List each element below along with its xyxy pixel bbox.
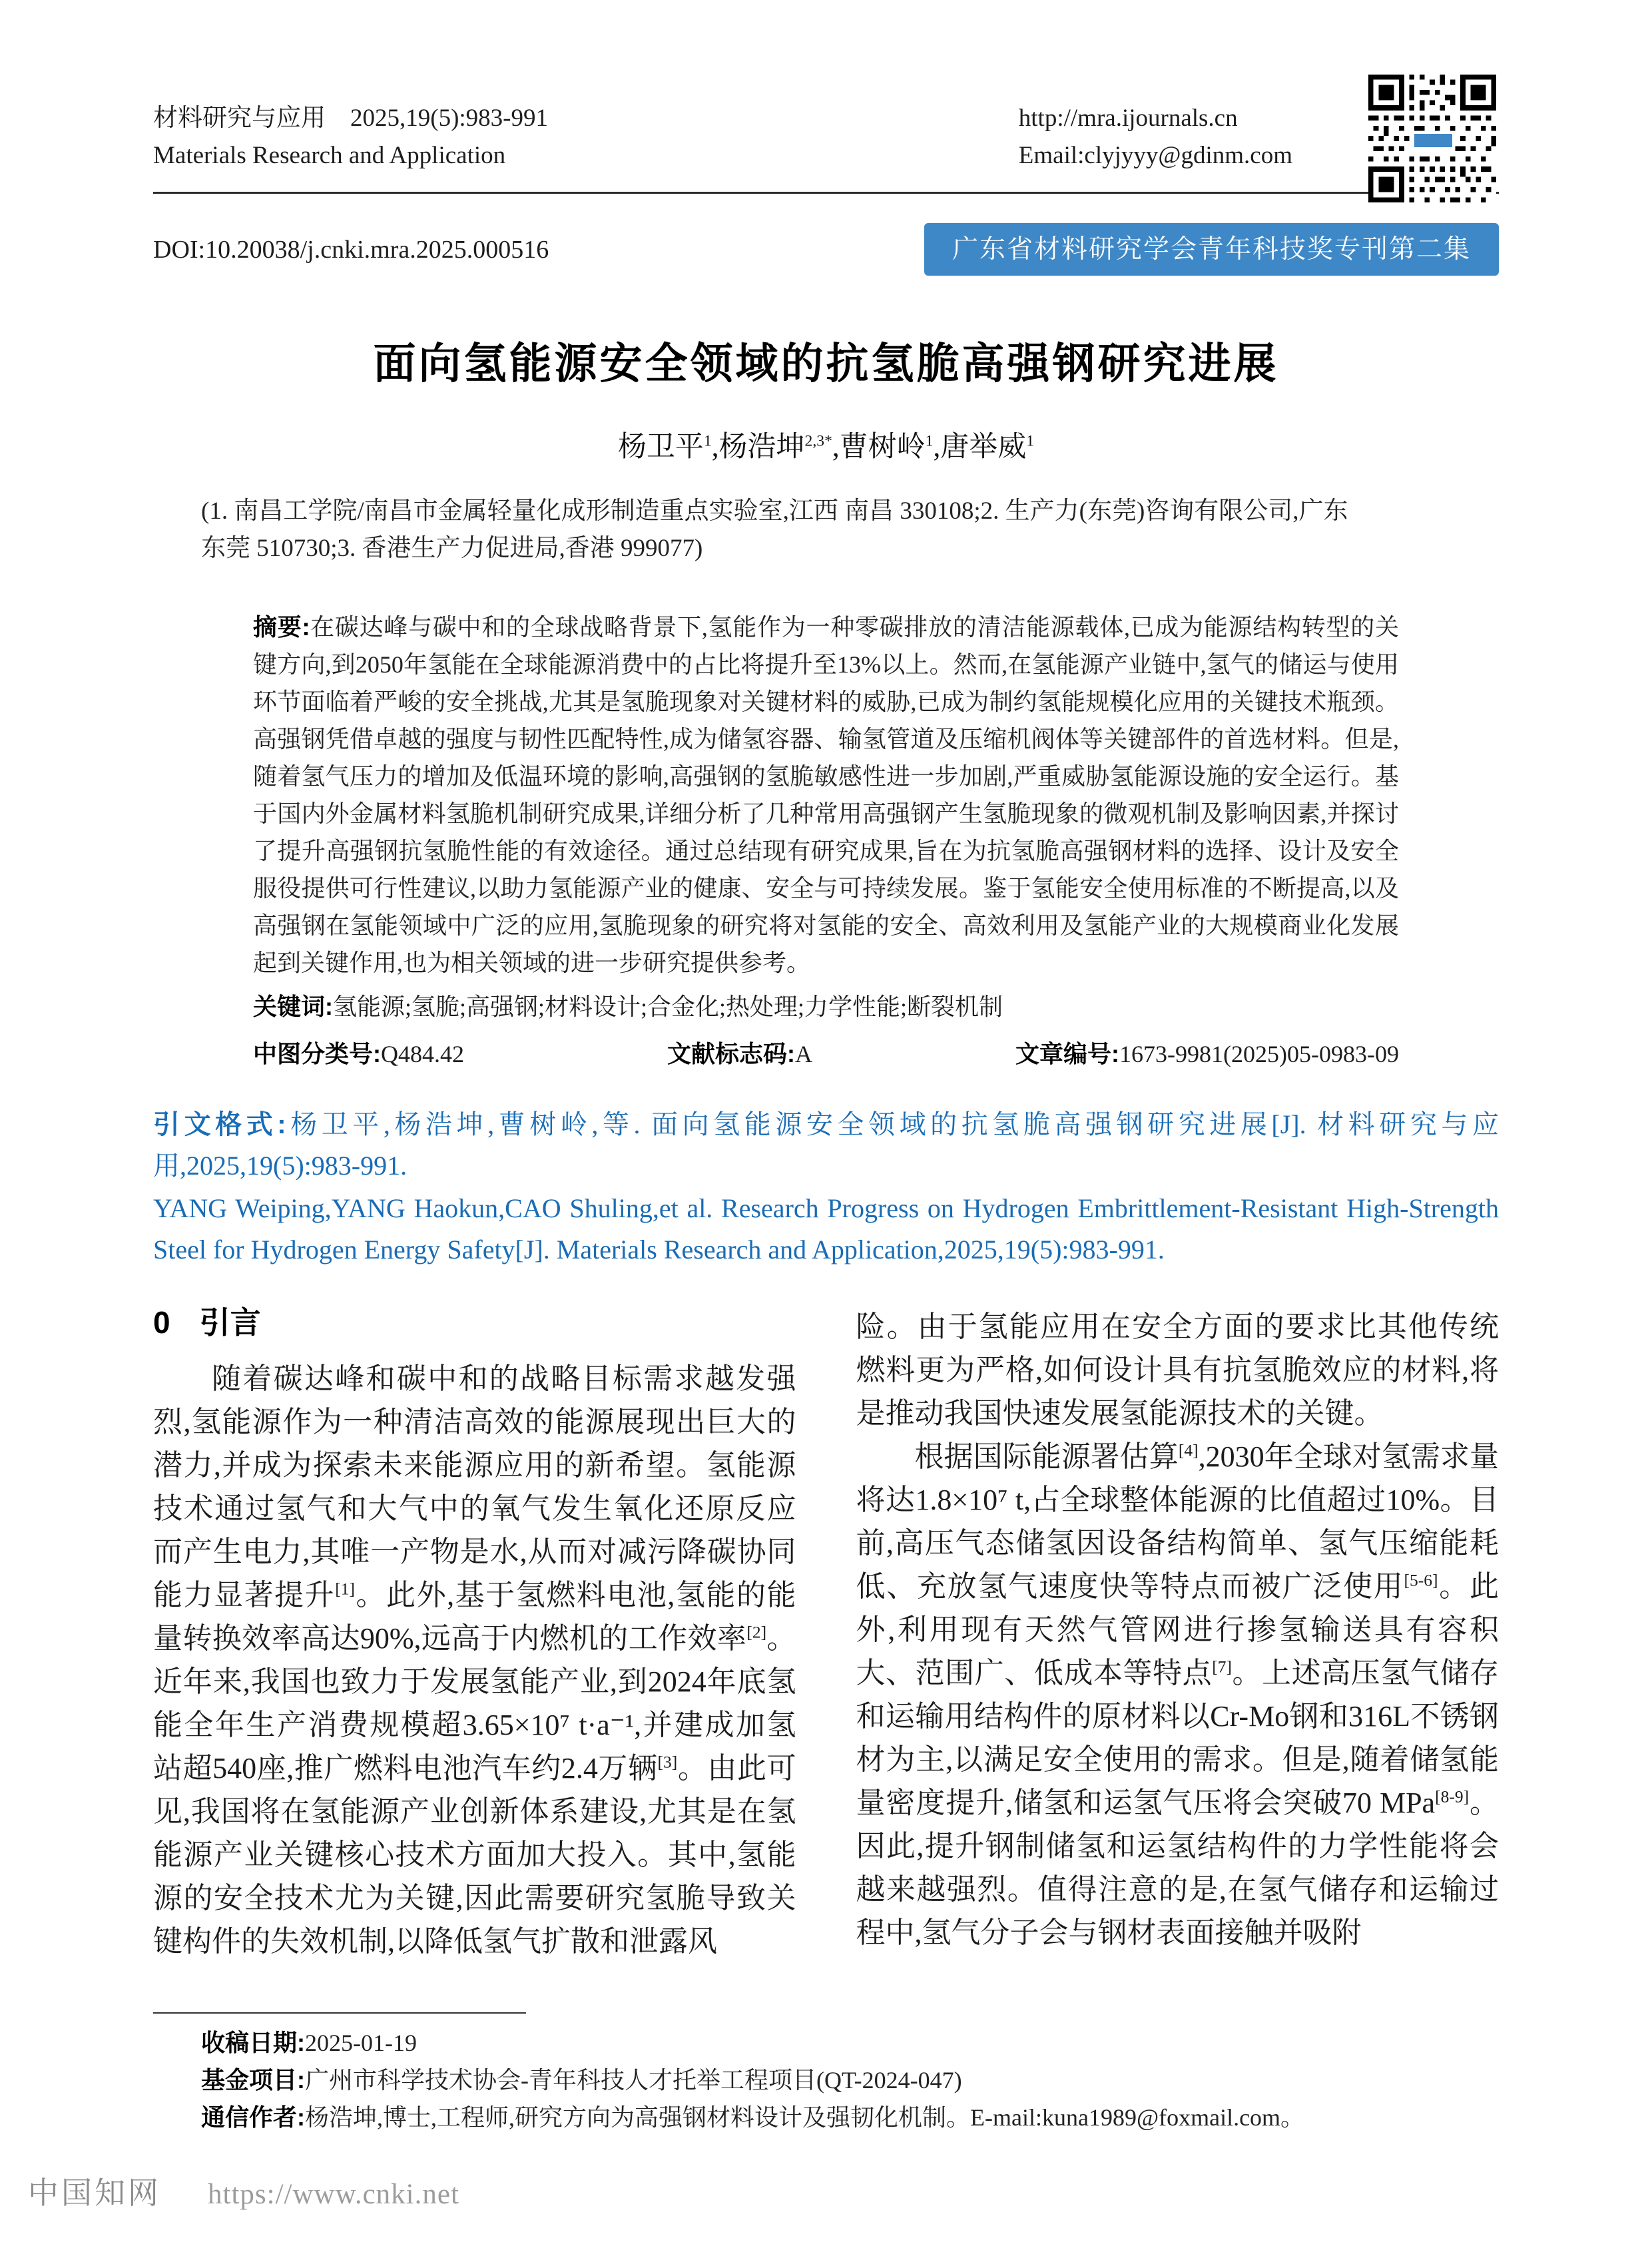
cnki-url[interactable]: https://www.cnki.net [208, 2179, 459, 2210]
body-column-left [153, 1305, 796, 1963]
clc-label: 中图分类号: [253, 1040, 381, 1067]
footnote-text: 杨浩坤,博士,工程师,研究方向为高强钢材料设计及强韧化机制。E-mail:kuna1989@foxmail.com。 [305, 2104, 1305, 2131]
doc-code-value: A [795, 1041, 813, 1067]
section-heading [153, 1305, 796, 1340]
authors-line [153, 430, 1499, 465]
footnote-divider [153, 2012, 526, 2014]
abstract-label: 摘要: [253, 613, 310, 641]
author-name: 杨卫平 [617, 431, 704, 463]
page-header [153, 100, 1499, 174]
footnote-label: 收稿日期: [201, 2029, 305, 2056]
article-id-label: 文章编号: [1015, 1040, 1120, 1067]
keywords-label: 关键词: [253, 993, 333, 1020]
author-separator: , [933, 431, 941, 463]
qr-code [1368, 75, 1496, 202]
citation-cn [153, 1104, 1499, 1187]
journal-site-url[interactable]: http://mra.ijournals.cn [1018, 105, 1238, 132]
section-title: 引言 [199, 1305, 261, 1340]
footnote-corresponding-author [153, 2099, 1499, 2136]
qr-code-graphic [1368, 75, 1496, 202]
clc-value: Q484.42 [381, 1041, 464, 1067]
journal-title-en: Materials Research and Application [153, 142, 506, 169]
section-number: 0 [153, 1305, 170, 1340]
footnote-received [153, 2024, 1499, 2062]
doc-code-label: 文献标志码: [667, 1040, 796, 1067]
paragraph: 随着碳达峰和碳中和的战略目标需求越发强烈,氢能源作为一种清洁高效的能源展现出巨大的潜力,并成为探索未来能源应用的新希望。氢能源技术通过氢气和大气中的氧气发生氧化还原反应而产生电力,其唯一产物是水,从而对减污降碳协同能力显著提升[1]。此外,基于氢燃料电池,氢能的能量转换效率高达90%,远高于内燃机的工作效率[2]。近年来,我国也致力于发展氢能产业,到2024年底氢能全年生产消费规模超3.65×10⁷ t·a⁻¹,并建成加氢站超540座,推广燃料电池汽车约2.4万辆[3]。由此可见,我国将在氢能源产业创新体系建设,尤其是在氢能源产业关键核心技术方面加大投入。其中,氢能源的安全技术尤为关键,因此需要研究氢脆导致关键构件的失效机制,以降低氢气扩散和泄露风 [153, 1362, 796, 1958]
journal-email[interactable]: Email:clyjyyy@gdinm.com [1018, 142, 1292, 169]
keywords [253, 988, 1399, 1025]
classification-row [253, 1037, 1399, 1071]
keywords-text: 氢能源;氢脆;高强钢;材料设计;合金化;热处理;力学性能;断裂机制 [333, 993, 1003, 1020]
paragraph: 险。由于氢能应用在安全方面的要求比其他传统燃料更为严格,如何设计具有抗氢脆效应的材料,将是推动我国快速发展氢能源技术的关键。 [856, 1310, 1499, 1430]
author-name: 杨浩坤 [718, 431, 805, 463]
citation-label: 引文格式: [153, 1110, 286, 1139]
author-superscript: 1 [1026, 432, 1035, 450]
footnote-funding [153, 2062, 1499, 2099]
paragraph: 根据国际能源署估算[4],2030年全球对氢需求量将达1.8×10⁷ t,占全球整体能源的比值超过10%。目前,高压气态储氢因设备结构简单、氢气压缩能耗低、充放氢气速度快等特点而被广泛使用[5-6]。此外,利用现有天然气管网进行掺氢输送具有容积大、范围广、低成本等特点[7]。上述高压氢气储存和运输用结构件的原材料以Cr-Mo钢和316L不锈钢材为主,以满足安全使用的需求。但是,随着储氢能量密度提升,储氢和运氢气压将会突破70 MPa[8-9]。因此,提升钢制储氢和运氢结构件的力学性能将会越来越强烈。值得注意的是,在氢气储存和运输过程中,氢气分子会与钢材表面接触并吸附 [856, 1440, 1500, 1949]
citation-en: YANG Weiping,YANG Haokun,CAO Shuling,et al. Research Progress on Hydrogen Embrittlement-Resistant High-Strength Steel for Hydrogen Energy Safety[J]. Materials Research and Application,2025,19(5):983-991. [153, 1193, 1499, 1264]
author-superscript: 1 [703, 432, 712, 450]
header-divider [153, 192, 1499, 194]
journal-title-cn: 材料研究与应用 2025,19(5):983-991 [153, 105, 548, 132]
abstract [253, 609, 1399, 981]
article-title: 面向氢能源安全领域的抗氢脆高强钢研究进展 [373, 340, 1279, 388]
footnote-label: 基金项目: [201, 2066, 305, 2094]
footnote-text: 2025-01-19 [305, 2030, 417, 2056]
footnote-text: 广州市科学技术协会-青年科技人才托举工程项目(QT-2024-047) [305, 2067, 962, 2094]
author-separator: , [711, 431, 719, 463]
cnki-brand: 中国知网 [28, 2176, 161, 2210]
special-issue-badge: 广东省材料研究学会青年科技奖专刊第二集 [924, 223, 1499, 276]
affiliations [153, 493, 1499, 567]
qr-center-label [1414, 134, 1452, 147]
article-body [153, 1305, 1499, 1963]
author-superscript: 2,3* [804, 432, 832, 450]
author-name: 唐举威 [940, 431, 1027, 463]
doi-text: DOI:10.20038/j.cnki.mra.2025.000516 [153, 235, 549, 264]
author-superscript: 1 [925, 432, 934, 450]
author-separator: , [832, 431, 840, 463]
affiliation-line: 东莞 510730;3. 香港生产力促进局,香港 999077) [201, 535, 703, 562]
page-footer [28, 2169, 459, 2213]
citation-block [153, 1104, 1499, 1270]
footnote-block [153, 2012, 1499, 2136]
article-id-value: 1673-9981(2025)05-0983-09 [1119, 1041, 1399, 1067]
abstract-text: 在碳达峰与碳中和的全球战略背景下,氢能作为一种零碳排放的清洁能源载体,已成为能源结构转型的关键方向,到2050年氢能在全球能源消费中的占比将提升至13%以上。然而,在氢能源产业链中,氢气的储运与使用环节面临着严峻的安全挑战,尤其是氢脆现象对关键材料的威胁,已成为制约氢能规模化应用的关键技术瓶颈。高强钢凭借卓越的强度与韧性匹配特性,成为储氢容器、输氢管道及压缩机阀体等关键部件的首选材料。但是,随着氢气压力的增加及低温环境的影响,高强钢的氢脆敏感性进一步加剧,严重威胁氢能源设施的安全运行。基于国内外金属材料氢脆机制研究成果,详细分析了几种常用高强钢产生氢脆现象的微观机制及影响因素,并探讨了提升高强钢抗氢脆性能的有效途径。通过总结现有研究成果,旨在为抗氢脆高强钢材料的选择、设计及安全服役提供可行性建议,以助力氢能源产业的健康、安全与可持续发展。鉴于氢能安全使用标准的不断提高,以及高强钢在氢能领域中广泛的应用,氢脆现象的研究将对氢能的安全、高效利用及氢能产业的大规模商业化发展起到关键作用,也为相关领域的进一步研究提供参考。 [253, 614, 1399, 976]
citation-cn-text: 杨卫平,杨浩坤,曹树岭,等. 面向氢能源安全领域的抗氢脆高强钢研究进展[J]. 材料研究与应用,2025,19(5):983-991. [153, 1109, 1499, 1181]
footnote-label: 通信作者: [201, 2103, 305, 2131]
body-column-right [856, 1305, 1500, 1963]
author-name: 曹树岭 [839, 431, 926, 463]
affiliation-line: (1. 南昌工学院/南昌市金属轻量化成形制造重点实验室,江西 南昌 330108;2. 生产力(东莞)咨询有限公司,广东 [201, 497, 1348, 525]
